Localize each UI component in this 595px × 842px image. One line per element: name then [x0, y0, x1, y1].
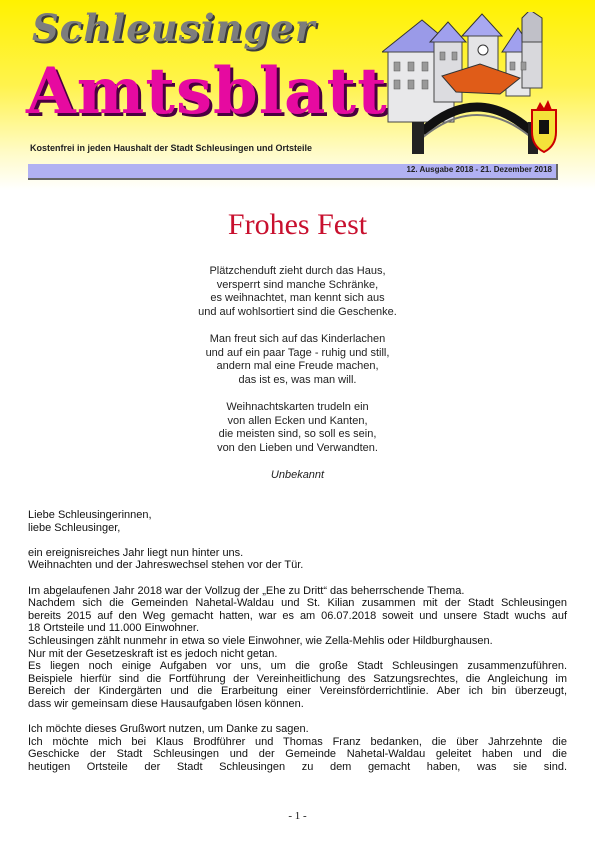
letter-paragraph	[28, 547, 567, 572]
masthead-tagline: Kostenfrei in jeden Haushalt der Stadt Schleusingen und Ortsteile	[30, 143, 313, 153]
poem-line: andern mal eine Freude machen,	[216, 360, 379, 373]
poem-stanza	[0, 265, 595, 319]
letter-line: dass wir gemeinsam diese Hausaufgaben lösen können.	[28, 697, 304, 710]
letter-paragraph	[28, 585, 567, 711]
poem-line: und auf ein paar Tage - ruhig und still,	[205, 346, 390, 359]
letter-line: 18 Ortsteile und 11.000 Einwohner.	[28, 622, 200, 635]
letter-line: Bereich der Kindergärten und die Erarbeitung einer Vereinsförderrichtlinie. Aber ich bin überzeugt,	[28, 685, 567, 698]
poem-line: von allen Ecken und Kanten,	[227, 414, 368, 427]
letter-line: liebe Schleusinger,	[28, 521, 121, 534]
letter-body	[28, 509, 567, 786]
issue-date: 12. Ausgabe 2018 - 21. Dezember 2018	[406, 165, 552, 174]
poem-stanza	[0, 401, 595, 455]
letter-line: Ich möchte mich bei Klaus Brodführer und Thomas Franz bedanken, die über Jahrzehnte die	[28, 735, 567, 748]
masthead-title-top: Schleusinger	[32, 6, 316, 50]
poem-stanza	[0, 333, 595, 387]
letter-line: Liebe Schleusingerinnen,	[28, 509, 152, 521]
letter-greeting	[28, 509, 567, 534]
letter-line: heutigen Ortsteile der Stadt Schleusingen zu dem gemacht haben, was sie sind.	[28, 760, 567, 773]
christmas-poem	[0, 265, 595, 483]
masthead	[0, 0, 595, 190]
letter-line: Nachdem sich die Gemeinden Nahetal-Waldau und St. Kilian zusammen mit der Stadt Schleusingen	[28, 597, 567, 610]
letter-line: Ich möchte dieses Grußwort nutzen, um Danke zu sagen.	[28, 723, 309, 736]
letter-line: ein ereignisreiches Jahr liegt nun hinter uns.	[28, 546, 244, 559]
poem-line: und auf wohlsortiert sind die Geschenke.	[198, 305, 397, 318]
poem-line: versperrt sind manche Schränke,	[216, 278, 379, 291]
issue-bar	[28, 164, 558, 180]
letter-line: Weihnachten und der Jahreswechsel stehen vor der Tür.	[28, 559, 304, 572]
letter-line: Es liegen noch einige Aufgaben vor uns, um die große Stadt Schleusingen zusammenzuführen.	[28, 660, 567, 673]
letter-paragraph	[28, 723, 567, 773]
letter-line: Nur mit der Gesetzeskraft ist es jedoch nicht getan.	[28, 647, 278, 660]
poem-line: Plätzchenduft zieht durch das Haus,	[209, 265, 386, 277]
letter-line: Beispiele hierfür sind die Fortführung der Vereinheitlichung des Satzungsrechtes, die Angleichung im	[28, 672, 567, 685]
page-heading: Frohes Fest	[227, 208, 368, 241]
poem-line: das ist es, was man will.	[238, 373, 357, 386]
letter-line: Schleusingen zählt nunmehr in etwa so viele Einwohner, wie Zella-Mehlis oder Hildburghausen.	[28, 634, 493, 647]
page-number: - 1 -	[288, 810, 307, 822]
poem-line: Man freut sich auf das Kinderlachen	[209, 332, 386, 345]
masthead-title-main: Amtsblatt	[26, 54, 388, 129]
poem-line: die meisten sind, so soll es sein,	[218, 428, 377, 441]
poem-line: es weihnachtet, man kennt sich aus	[210, 292, 385, 305]
letter-line: Geschicke der Stadt Schleusingen und der Gemeinde Nahetal-Waldau geleitet haben und die	[28, 748, 567, 761]
poem-line: von den Lieben und Verwandten.	[217, 441, 378, 454]
letter-line: bereits 2015 auf den Weg gemacht hatten, war es am 06.07.2018 soweit und unsere Stadt wuchs auf	[28, 609, 567, 622]
letter-line: Im abgelaufenen Jahr 2018 war der Vollzug der „Ehe zu Dritt“ das beherrschende Thema.	[28, 584, 465, 597]
poem-author: Unbekannt	[270, 468, 325, 481]
poem-line: Weihnachtskarten trudeln ein	[226, 400, 369, 413]
town-castle-illustration-icon	[382, 12, 562, 160]
